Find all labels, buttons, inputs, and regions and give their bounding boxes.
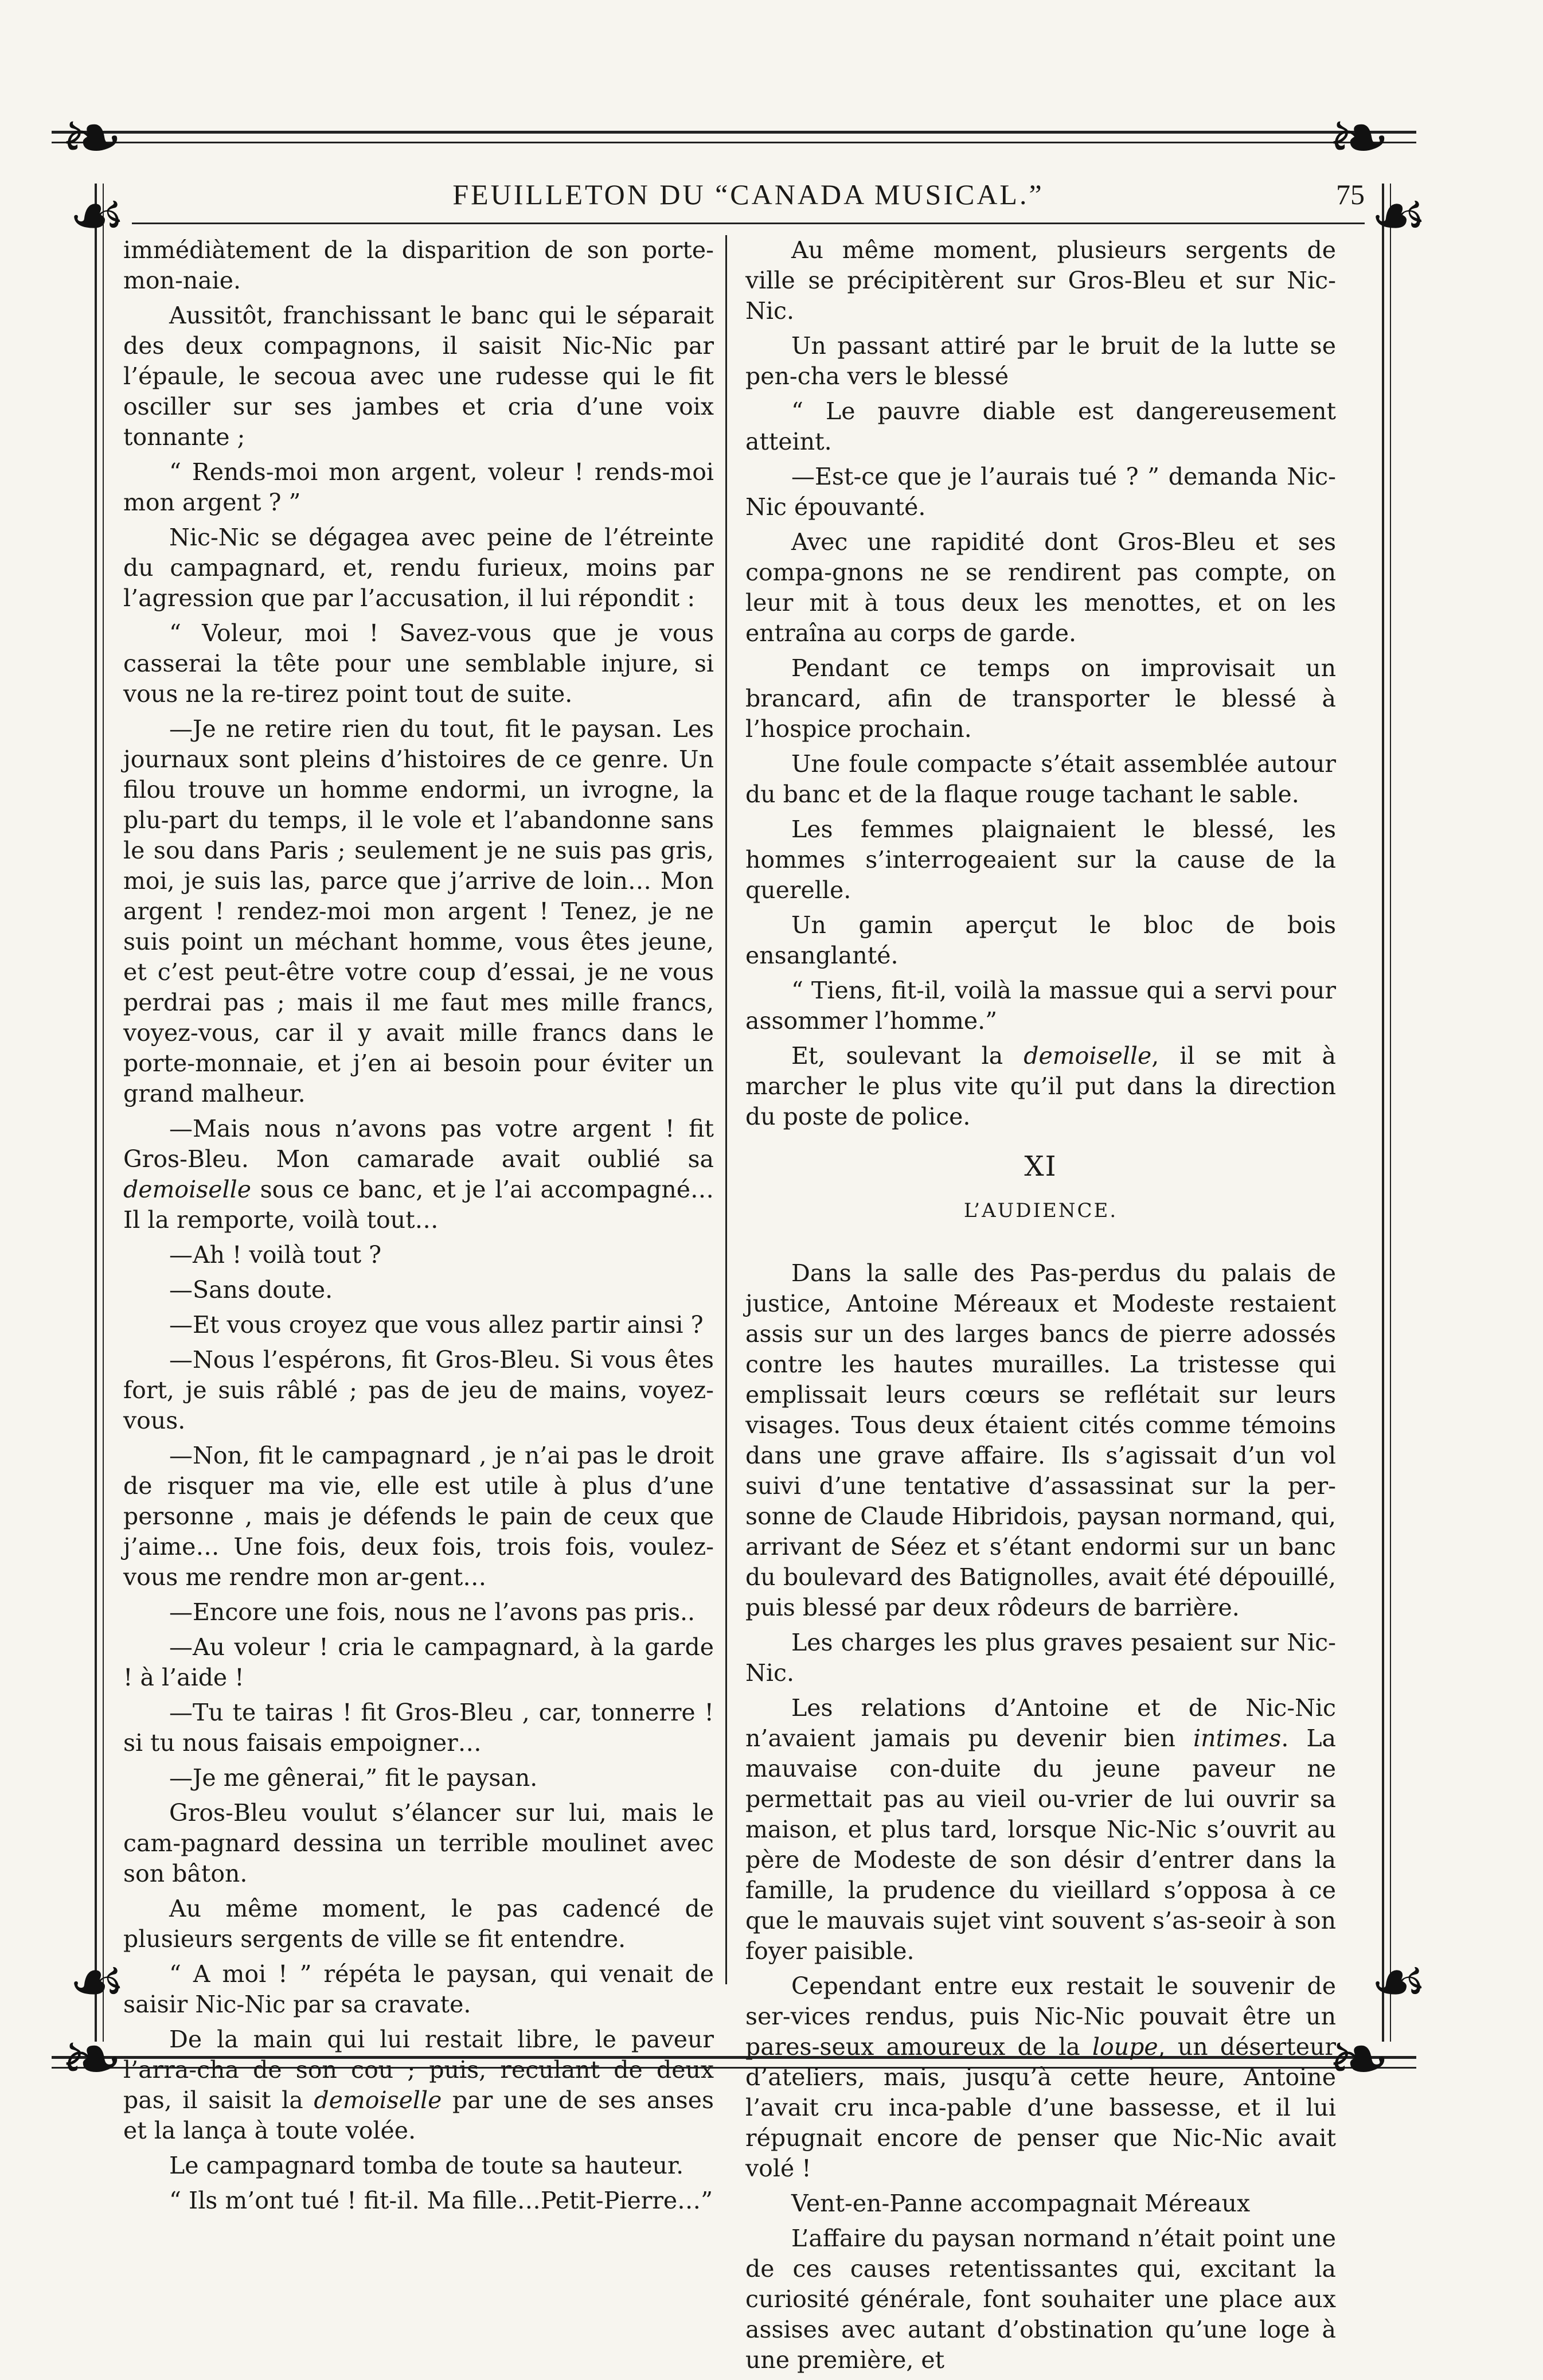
paragraph: —Au voleur ! cria le campagnard, à la garde ! à l’aide ! bbox=[123, 1633, 714, 1691]
paragraph bbox=[123, 2024, 714, 2146]
paragraph: Aussitôt, franchissant le banc qui le séparait des deux compagnons, il saisit Nic-Nic par l’épaule, le secoua avec une rudesse qui le fit osciller sur ses jambes et cria d’une voix tonnante ; bbox=[123, 302, 714, 451]
italic-word: loupe bbox=[1092, 2033, 1158, 2061]
side-ornament-icon: ☙ bbox=[1370, 178, 1427, 252]
paragraph: —Non, fit le campagnard , je n’ai pas le droit de risquer ma vie, elle est utile à plus d’une personne , mais je défends le pain de ceux que j’aime… Une fois, deux fois, trois fois, voulez-vous me rendre mon ar-gent… bbox=[123, 1442, 714, 1591]
paragraph: Avec une rapidité dont Gros-Bleu et ses compa-gnons ne se rendirent pas compte, on leur mit à tous deux les menottes, et on les entraîna au corps de garde. bbox=[745, 528, 1336, 647]
paragraph: —Je me gênerai,” fit le paysan. bbox=[169, 1764, 538, 1792]
paragraph: “ A moi ! ” répéta le paysan, qui venait de saisir Nic-Nic par sa cravate. bbox=[123, 1960, 714, 2018]
frame-left-rule bbox=[95, 184, 104, 2042]
paragraph: “ Tiens, fit-il, voilà la massue qui a servi pour assommer l’homme.” bbox=[745, 977, 1336, 1035]
paragraph: Gros-Bleu voulut s’élancer sur lui, mais le cam-pagnard dessina un terrible moulinet avec son bâton. bbox=[123, 1799, 714, 1887]
corner-ornament-icon: ❧ bbox=[60, 94, 123, 181]
paragraph: —Nous l’espérons, fit Gros-Bleu. Si vous êtes fort, je suis râblé ; pas de jeu de mains, voyez-vous. bbox=[123, 1346, 714, 1434]
paragraph: “ Le pauvre diable est dangereusement atteint. bbox=[745, 397, 1336, 455]
frame-top-rule bbox=[52, 131, 1416, 143]
header-rule bbox=[132, 223, 1365, 224]
left-column bbox=[123, 235, 714, 2221]
text-run: par une de ses anses et la lança à toute volée. bbox=[123, 2086, 714, 2144]
text-run: . La mauvaise con-duite du jeune paveur ne permettait pas au vieil ou-vrier de lui ouvrir sa maison, et plus tard, lorsque Nic-Nic s’ouvrit au père de Modeste de son désir d’entrer dans la famille, la prudence du vieillard s’opposa à ce que le mauvais sujet vint souvent s’as-seoir à son foyer paisible. bbox=[745, 1724, 1336, 1965]
text-run: De la main qui lui restait libre, le paveur l’arra-cha de son cou ; puis, reculant de deux pas, il saisit la bbox=[123, 2026, 714, 2114]
paragraph: “ Voleur, moi ! Savez-vous que je vous casserai la tête pour une semblable injure, si vous ne la re-tirez point tout de suite. bbox=[123, 619, 714, 708]
paragraph: immédiàtement de la disparition de son porte-mon-naie. bbox=[123, 236, 714, 294]
paragraph bbox=[123, 1114, 714, 1235]
paragraph: “ Rends-moi mon argent, voleur ! rends-moi mon argent ? ” bbox=[123, 458, 714, 516]
text-run: sous ce banc, et je l’ai accompagné…Il la remporte, voilà tout… bbox=[123, 1176, 714, 1234]
frame-right-rule bbox=[1382, 184, 1391, 2042]
paragraph: Pendant ce temps on improvisait un brancard, afin de transporter le blessé à l’hospice prochain. bbox=[745, 654, 1336, 743]
corner-ornament-icon: ❧ bbox=[60, 2015, 123, 2102]
corner-ornament-icon: ❧ bbox=[1327, 94, 1390, 181]
text-run: Cependant entre eux restait le souvenir de ser-vices rendus, puis Nic-Nic pouvait être un pares-seux amoureux de la bbox=[745, 1972, 1336, 2061]
chapter-number: XI bbox=[1024, 1150, 1057, 1183]
paragraph: Une foule compacte s’était assemblée autour du banc et de la flaque rouge tachant le sable. bbox=[745, 750, 1336, 808]
page-number: 75 bbox=[1336, 178, 1365, 210]
side-ornament-icon: ☙ bbox=[69, 178, 126, 252]
paragraph: Le campagnard tomba de toute sa hauteur. bbox=[169, 2152, 684, 2179]
side-ornament-icon: ☙ bbox=[69, 1945, 126, 2018]
right-column bbox=[745, 235, 1336, 2380]
paragraph: Au même moment, le pas cadencé de plusieurs sergents de ville se fit entendre. bbox=[123, 1895, 714, 1953]
running-head: FEUILLETON DU “CANADA MUSICAL.” bbox=[452, 178, 1044, 210]
paragraph: Un passant attiré par le bruit de la lutte se pen-cha vers le blessé bbox=[745, 332, 1336, 390]
italic-word: demoiselle bbox=[314, 2086, 442, 2114]
italic-word: demoiselle bbox=[123, 1176, 251, 1203]
paragraph: —Sans doute. bbox=[169, 1276, 333, 1304]
paragraph bbox=[745, 1971, 1336, 2184]
paragraph: Au même moment, plusieurs sergents de ville se précipitèrent sur Gros-Bleu et sur Nic-Nic. bbox=[745, 236, 1336, 325]
text-run: —Mais nous n’avons pas votre argent ! fit Gros-Bleu. Mon camarade avait oublié sa bbox=[123, 1115, 714, 1173]
paragraph: —Je ne retire rien du tout, fit le paysan. Les journaux sont pleins d’histoires de ce genre. Un filou trouve un homme endormi, un ivrogne, la plu-part du temps, il le vole et l’abandonne sans le sou dans Paris ; seulement je ne suis pas gris, moi, je suis las, parce que j’arrive de loin… Mon argent ! rendez-moi mon argent ! Tenez, je ne suis point un méchant homme, vous êtes jeune, et c’est peut-être votre coup d’essai, je ne vous perdrai pas ; mais il me faut mes mille francs, voyez-vous, car il y avait mille francs dans le porte-monnaie, et j’en ai besoin pour éviter un grand malheur. bbox=[123, 715, 714, 1107]
paragraph: Vent-en-Panne accompagnait Méreaux bbox=[791, 2190, 1251, 2217]
text-run: , il se mit à marcher le plus vite qu’il put dans la direction du poste de police. bbox=[745, 1042, 1337, 1130]
paragraph: Un gamin aperçut le bloc de bois ensanglanté. bbox=[745, 911, 1336, 969]
page-header bbox=[132, 172, 1365, 224]
paragraph: —Est-ce que je l’aurais tué ? ” demanda Nic-Nic épouvanté. bbox=[745, 463, 1336, 521]
corner-ornament-icon: ❧ bbox=[1327, 2015, 1390, 2102]
chapter-title: L’AUDIENCE. bbox=[963, 1199, 1118, 1222]
column-divider bbox=[725, 235, 727, 1984]
paragraph bbox=[745, 1693, 1336, 1967]
side-ornament-icon: ☙ bbox=[1370, 1945, 1427, 2018]
paragraph: —Tu te tairas ! fit Gros-Bleu , car, tonnerre ! si tu nous faisais empoigner… bbox=[123, 1699, 714, 1757]
paragraph: —Ah ! voilà tout ? bbox=[169, 1241, 382, 1269]
text-run: Et, soulevant la bbox=[791, 1042, 1024, 1070]
paragraph: Dans la salle des Pas-perdus du palais de justice, Antoine Méreaux et Modeste restaient assis sur un des larges bancs de pierre adossés contre les hautes murailles. La tristesse qui emplissait leurs cœurs se reflétait sur leurs visages. Tous deux étaient cités comme témoins dans une grave affaire. Ils s’agissait d’un vol suivi d’une tentative d’assassinat sur la per-sonne de Claude Hibridois, paysan normand, qui, arrivant de Séez et s’étant endormi sur un banc du boulevard des Batignolles, avait été dépouillé, puis blessé par deux rôdeurs de barrière. bbox=[745, 1259, 1336, 1621]
text-run: Les relations d’Antoine et de Nic-Nic n’avaient jamais pu devenir bien bbox=[745, 1694, 1336, 1752]
paragraph: “ Ils m’ont tué ! fit-il. Ma fille…Petit-Pierre…” bbox=[169, 2187, 713, 2214]
paragraph: Les charges les plus graves pesaient sur Nic-Nic. bbox=[745, 1629, 1336, 1687]
paragraph: —Et vous croyez que vous allez partir ainsi ? bbox=[169, 1311, 704, 1339]
text-run: , un déserteur d’ateliers, mais, jusqu’à cette heure, Antoine l’avait cru inca-pable d’une bassesse, et il lui répugnait encore de penser que Nic-Nic avait volé ! bbox=[745, 2033, 1336, 2182]
paragraph: Les femmes plaignaient le blessé, les hommes s’interrogeaient sur la cause de la querelle. bbox=[745, 816, 1336, 904]
italic-word: demoiselle bbox=[1024, 1042, 1152, 1070]
paragraph: Nic-Nic se dégagea avec peine de l’étreinte du campagnard, et, rendu furieux, moins par l’agression que par l’accusation, il lui répondit : bbox=[123, 524, 714, 612]
paragraph: —Encore une fois, nous ne l’avons pas pris.. bbox=[169, 1598, 696, 1626]
paragraph bbox=[745, 1041, 1336, 1132]
paragraph: L’affaire du paysan normand n’était point une de ces causes retentissantes qui, excitant la curiosité générale, font souhaiter une place aux assises avec autant d’obstination qu’une loge à une première, et bbox=[745, 2225, 1336, 2374]
italic-word: intimes bbox=[1193, 1724, 1282, 1752]
